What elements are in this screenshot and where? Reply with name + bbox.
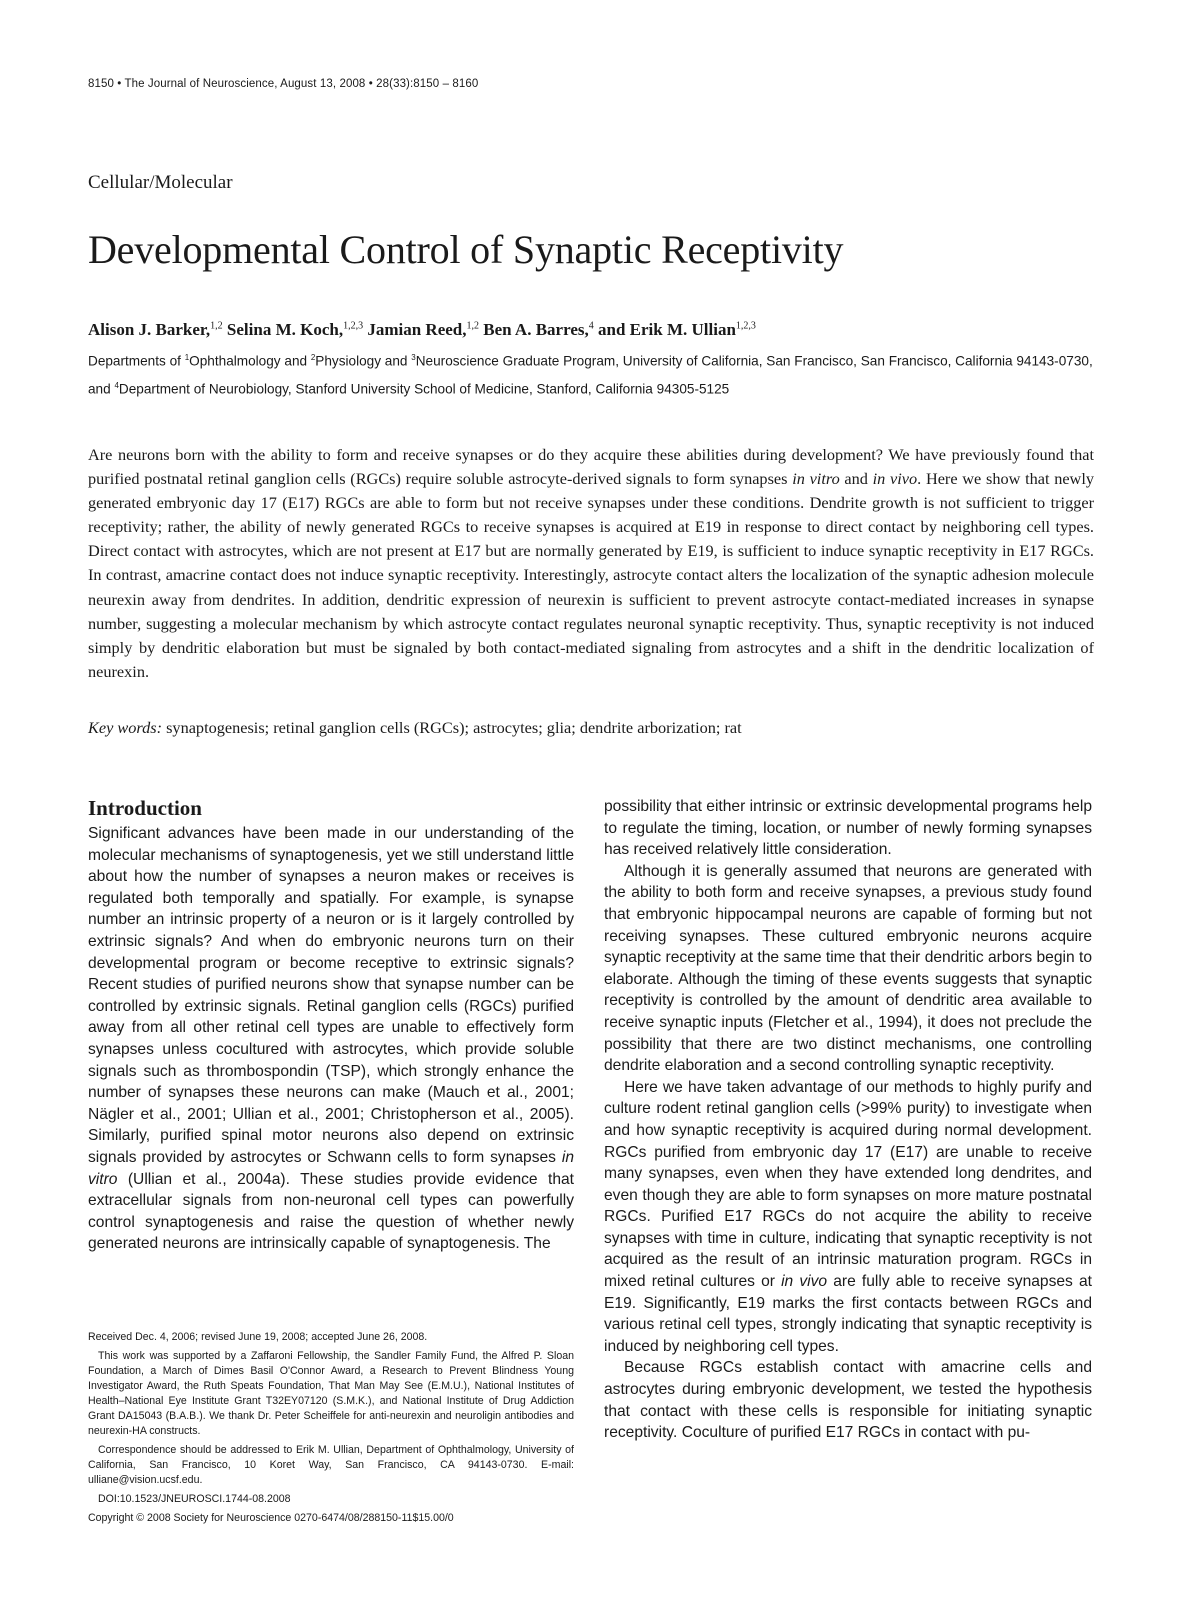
paragraph-text: are fully able to receive synapses at E19. Significantly, E19 marks the first contacts between RGCs and various retinal cell types, strongly indicating that synaptic receptivity is induced by neighboring cell types.: [604, 1273, 1092, 1355]
paragraph-italic: in vivo: [781, 1273, 828, 1291]
author-list: [88, 320, 756, 340]
paragraph-text: Here we have taken advantage of our methods to highly purify and culture rodent retinal ganglion cells (>99% purity) to investigate when and how synaptic receptivity is acquired during normal development. RGCs purified from embryonic day 17 (E17) are unable to receive many synapses, even when they have extended long dendrites, and even though they are able to form synapses on more mature postnatal RGCs. Purified E17 RGCs do not acquire the ability to receive synapses with time in culture, indicating that synaptic receptivity is not acquired as the result of an intrinsic maturation program. RGCs in mixed retinal cultures or: [604, 1078, 1092, 1291]
intro-paragraph: [88, 823, 574, 1255]
footnotes: [88, 1330, 574, 1530]
abstract-text: Are neurons born with the ability to form and receive synapses or do they acquire these abilities during development? We have previously found that purified postnatal retinal ganglion cells (RGCs) require soluble astrocyte-derived signals to form synapses: [88, 445, 1094, 489]
abstract-text: and: [839, 469, 873, 489]
correspondence-note: Correspondence should be addressed to Erik M. Ullian, Department of Ophthalmology, University of California, San Francisco, 10 Koret Way, San Francisco, CA 94143-0730. E-mail: ullianе@vision.ucsf.edu.: [88, 1444, 574, 1486]
author-affiliation-sup: 1,2,3: [343, 320, 364, 332]
section-label: Cellular/Molecular: [88, 172, 233, 193]
paragraph-text: Significant advances have been made in our understanding of the molecular mechanisms of synaptogenesis, yet we still understand little about how the number of synapses a neuron makes or receives is regulated both temporally and spatially. For example, is synapse number an intrinsic property of a neuron or is it largely controlled by extrinsic signals? And when do embryonic neurons turn on their developmental program or become receptive to extrinsic signals? Recent studies of purified neurons show that synapse number can be controlled by extrinsic signals. Retinal ganglion cells (RGCs) purified away from all other retinal cell types are unable to effectively form synapses unless cocultured with astrocytes, which provide soluble signals such as thrombospondin (TSP), which strongly enhance the number of synapses these neurons can make (Mauch et al., 2001; Nägler et al., 2001; Ullian et al., 2001; Christopherson et al., 2005). Similarly, purified spinal motor neurons also depend on extrinsic signals provided by astrocytes or Schwann cells to form synapses: [88, 825, 574, 1166]
abstract-italic: in vivo: [872, 469, 918, 489]
author-affiliation-sup: 1,2: [210, 320, 223, 332]
author-name: Jamian Reed,: [367, 320, 467, 339]
affiliation-sup: 2: [310, 353, 316, 362]
author-name: Ben A. Barres,: [483, 320, 589, 339]
affiliation-sup: 3: [411, 353, 416, 362]
affiliation-text: Department of Neurobiology, Stanford University School of Medicine, Stanford, California 94305-5125: [118, 381, 730, 397]
intro-paragraph: possibility that either intrinsic or extrinsic developmental programs help to regulate the timing, location, or number of newly forming synapses has received relatively little consideration.: [604, 798, 1092, 859]
intro-paragraph: Because RGCs establish contact with amacrine cells and astrocytes during embryonic development, we tested the hypothesis that contact with these cells is responsible for initiating synaptic receptivity. Coculture of purified E17 RGCs in contact with pu-: [604, 1359, 1092, 1442]
author-name: and Erik M. Ullian: [597, 320, 736, 339]
abstract-text: . Here we show that newly generated embryonic day 17 (E17) RGCs are able to form but not receive synapses under these conditions. Dendrite growth is not sufficient to trigger receptivity; rather, the ability of newly generated RGCs to receive synapses is acquired at E19 in response to direct contact by neighboring cell types. Direct contact with astrocytes, which are not present at E17 but are normally generated by E19, is sufficient to induce synaptic receptivity in E17 RGCs. In contrast, amacrine contact does not induce synaptic receptivity. Interestingly, astrocyte contact alters the localization of the synaptic adhesion molecule neurexin away from dendrites. In addition, dendritic expression of neurexin is sufficient to prevent astrocyte contact-mediated increases in synapse number, suggesting a molecular mechanism by which astrocyte contact regulates neuronal synaptic receptivity. Thus, synaptic receptivity is not induced simply by dendritic elaboration but must be signaled by both contact-mediated signaling from astrocytes and a shift in the dendritic localization of neurexin.: [88, 469, 1094, 681]
keywords-text: synaptogenesis; retinal ganglion cells (RGCs); astrocytes; glia; dendrite arborization; rat: [162, 718, 742, 737]
author-name: Selina M. Koch,: [226, 320, 344, 339]
keywords: [88, 718, 742, 738]
introduction-heading: Introduction: [88, 796, 202, 820]
received-dates: Received Dec. 4, 2006; revised June 19, 2008; accepted June 26, 2008.: [88, 1331, 428, 1343]
intro-paragraph: Although it is generally assumed that neurons are generated with the ability to both form and receive synapses, a previous study found that embryonic hippocampal neurons are capable of forming but not receiving synapses. These cultured embryonic neurons acquire synaptic receptivity at the same time that their dendritic arbors begin to elaborate. Although the timing of these events suggests that synaptic receptivity is controlled by the amount of dendritic area available to receive synaptic inputs (Fletcher et al., 1994), it does not preclude the possibility that there are two distinct mechanisms, one controlling dendrite elaboration and a second controlling synaptic receptivity.: [604, 862, 1092, 1075]
copyright: Copyright © 2008 Society for Neuroscience 0270-6474/08/288150-11$15.00/0: [88, 1512, 454, 1524]
affiliation-text: Departments of: [88, 353, 185, 369]
affiliation-sup: 1: [184, 353, 190, 362]
keywords-label: Key words:: [88, 718, 163, 737]
affiliation-text: Ophthalmology and: [189, 353, 311, 369]
paragraph-text: (Ullian et al., 2004a). These studies provide evidence that extracellular signals from non-neuronal cell types can powerfully control synaptogenesis and raise the question of whether newly generated neurons are intrinsically capable of synaptogenesis. The: [88, 1170, 574, 1253]
abstract: [88, 443, 1094, 684]
doi: DOI:10.1523/JNEUROSCI.1744-08.2008: [98, 1493, 291, 1505]
author-affiliation-sup: 1,2: [466, 320, 480, 332]
author-affiliation-sup: 1,2,3: [735, 320, 756, 332]
paragraph-italic: in vitro: [88, 1148, 574, 1188]
affiliation-text: Neuroscience Graduate Program, University of California, San Francisco, San Francisco, California 94143-0730, and: [88, 353, 1093, 397]
affiliation-sup: 4: [114, 380, 119, 390]
author-affiliation-sup: 4: [588, 320, 594, 332]
intro-paragraph: [604, 1077, 1092, 1358]
left-column: [88, 796, 574, 1255]
right-column: [604, 796, 1092, 1444]
author-name: Alison J. Barker,: [88, 320, 211, 339]
affiliations: [88, 346, 1098, 401]
funding-note: This work was supported by a Zaffaroni Fellowship, the Sandler Family Fund, the Alfred P. Sloan Foundation, a March of Dimes Basil O'Connor Award, a Research to Prevent Blindness Young Investigator Award, the Ruth Speats Foundation, That Man May See (E.M.U.), National Institutes of Health–National Eye Institute Grant T32EY07120 (S.M.K.), and National Institute of Drug Addiction Grant DA15043 (B.A.B.). We thank Dr. Peter Scheiffele for anti-neurexin and neuroligin antibodies and neurexin-HA constructs.: [88, 1350, 574, 1437]
affiliation-text: Physiology and: [315, 353, 412, 369]
running-header: 8150 • The Journal of Neuroscience, August 13, 2008 • 28(33):8150 – 8160: [88, 78, 479, 90]
abstract-italic: in vitro: [792, 469, 840, 489]
article-title: Developmental Control of Synaptic Receptivity: [88, 227, 844, 272]
